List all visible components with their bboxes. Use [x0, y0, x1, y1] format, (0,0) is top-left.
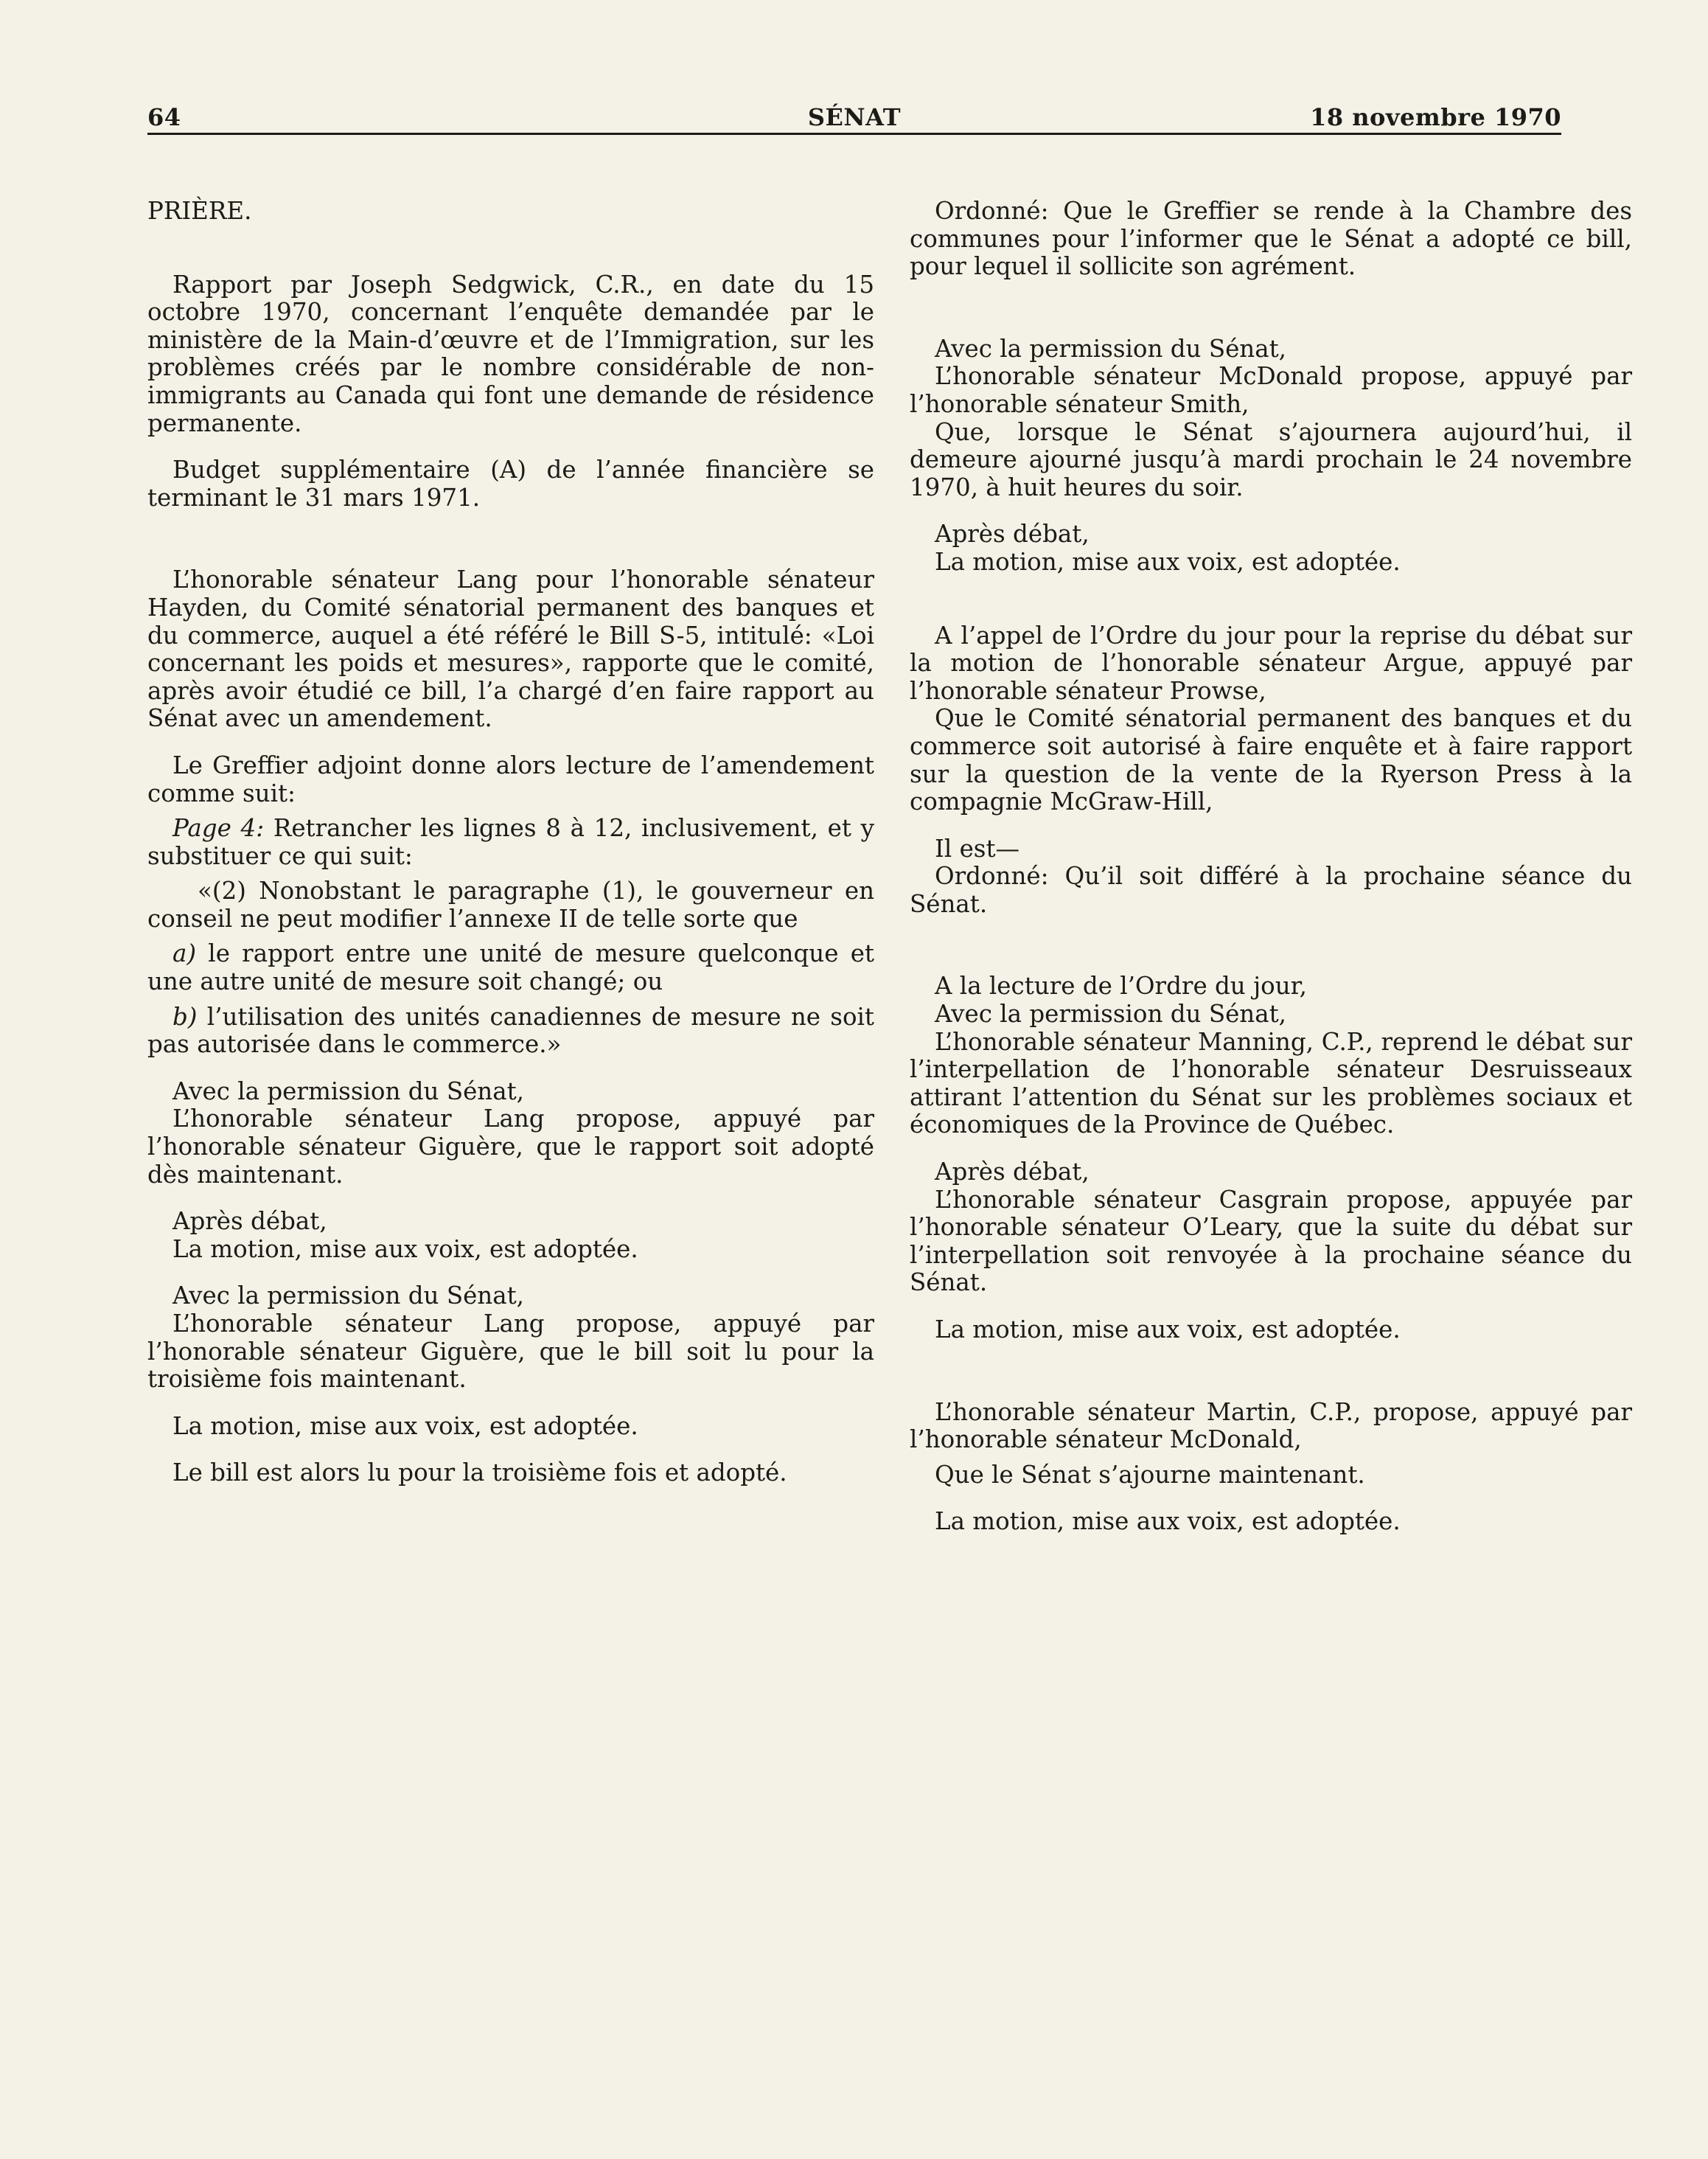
- paragraph: Après débat,: [935, 520, 1090, 549]
- paragraph: Que le Comité sénatorial permanent des banques et du commerce soit autorisé à faire enquête et à faire rapport sur la question de la vente de la Ryerson Press à la compagnie McGraw-Hill,: [910, 704, 1632, 816]
- paragraph: Le bill est alors lu pour la troisième fois et adopté.: [172, 1459, 787, 1487]
- paragraph: L’honorable sénateur Martin, C.P., propose, appuyé par l’honorable sénateur McDonald,: [910, 1397, 1632, 1454]
- paragraph: L’honorable sénateur Lang propose, appuyé par l’honorable sénateur Giguère, que le rapport soit adopté dès maintenant.: [147, 1105, 874, 1189]
- paragraph: La motion, mise aux voix, est adoptée.: [172, 1234, 638, 1263]
- item-label: b): [172, 1002, 198, 1031]
- paragraph: Ordonné: Qu’il soit différé à la prochaine séance du Sénat.: [910, 862, 1632, 918]
- paragraph-text: Retrancher les lignes 8 à 12, inclusivement, et y substituer ce qui suit:: [147, 814, 874, 870]
- paragraph: [147, 815, 874, 870]
- paragraph: Ordonné: Que le Greffier se rende à la Chambre des communes pour l’informer que le Sénat a adopté ce bill, pour lequel il sollicite son agrément.: [910, 197, 1632, 281]
- paragraph: Avec la permission du Sénat,: [935, 1000, 1287, 1029]
- paragraph: Avec la permission du Sénat,: [935, 334, 1287, 363]
- paragraph: La motion, mise aux voix, est adoptée.: [935, 547, 1401, 576]
- paragraph-text: l’utilisation des unités canadiennes de mesure ne soit pas autorisée dans le commerce.»: [147, 1002, 874, 1059]
- paragraph: A la lecture de l’Ordre du jour,: [935, 972, 1307, 1001]
- paragraph: Que le Sénat s’ajourne maintenant.: [935, 1460, 1365, 1489]
- page-title: SÉNAT: [807, 103, 902, 131]
- quoted-paragraph: [147, 940, 874, 995]
- quoted-paragraph: [147, 1004, 874, 1059]
- paragraph: L’honorable sénateur McDonald propose, appuyé par l’honorable sénateur Smith,: [910, 362, 1632, 418]
- quoted-paragraph: «(2) Nonobstant le paragraphe (1), le gouverneur en conseil ne peut modifier l’annexe II de telle sorte que: [147, 877, 874, 933]
- page-date: 18 novembre 1970: [1310, 103, 1561, 131]
- paragraph: Le Greffier adjoint donne alors lecture de l’amendement comme suit:: [147, 751, 874, 807]
- paragraph: Il est—: [935, 834, 1020, 863]
- paragraph: Que, lorsque le Sénat s’ajournera aujourd’hui, il demeure ajourné jusqu’à mardi prochain le 24 novembre 1970, à huit heures du soir.: [910, 417, 1632, 501]
- paragraph: La motion, mise aux voix, est adoptée.: [935, 1507, 1401, 1536]
- paragraph: Budget supplémentaire (A) de l’année financière se terminant le 31 mars 1971.: [147, 456, 874, 512]
- header-rule: [147, 133, 1561, 135]
- paragraph: Rapport par Joseph Sedgwick, C.R., en date du 15 octobre 1970, concernant l’enquête demandée par le ministère de la Main-d’œuvre et de l’Immigration, sur les problèmes créés par le nombre considérable de non-immigrants au Canada qui font une demande de résidence permanente.: [147, 270, 874, 437]
- paragraph: Avec la permission du Sénat,: [172, 1282, 525, 1310]
- priere-heading: PRIÈRE.: [147, 197, 252, 225]
- paragraph: Avec la permission du Sénat,: [172, 1077, 525, 1105]
- paragraph: La motion, mise aux voix, est adoptée.: [172, 1411, 638, 1440]
- left-column: [147, 183, 874, 1487]
- page-header: [147, 103, 1561, 136]
- right-column: [910, 183, 1632, 1536]
- paragraph: L’honorable sénateur Casgrain propose, appuyée par l’honorable sénateur O’Leary, que la suite du débat sur l’interpellation soit renvoyée à la prochaine séance du Sénat.: [910, 1185, 1632, 1297]
- item-label: a): [172, 939, 197, 968]
- page-number: 64: [147, 103, 181, 131]
- paragraph: L’honorable sénateur Lang propose, appuyé par l’honorable sénateur Giguère, que le bill soit lu pour la troisième fois maintenant.: [147, 1310, 874, 1394]
- paragraph: L’honorable sénateur Manning, C.P., reprend le débat sur l’interpellation de l’honorable sénateur Desruisseaux attirant l’attention du Sénat sur les problèmes sociaux et économiques de la Province de Québec.: [910, 1027, 1632, 1139]
- paragraph: Après débat,: [935, 1158, 1090, 1186]
- paragraph: A l’appel de l’Ordre du jour pour la reprise du débat sur la motion de l’honorable sénateur Argue, appuyé par l’honorable sénateur Prowse,: [910, 621, 1632, 705]
- paragraph-text: le rapport entre une unité de mesure quelconque et une autre unité de mesure soit changé; ou: [147, 939, 874, 996]
- page-reference: Page 4:: [172, 814, 265, 843]
- paragraph: Après débat,: [172, 1207, 327, 1236]
- paragraph: La motion, mise aux voix, est adoptée.: [935, 1315, 1401, 1343]
- paragraph: L’honorable sénateur Lang pour l’honorable sénateur Hayden, du Comité sénatorial permanent des banques et du commerce, auquel a été référé le Bill S-5, intitulé: «Loi concernant les poids et mesures», rapporte que le comité, après avoir étudié ce bill, l’a chargé d’en faire rapport au Sénat avec un amendement.: [147, 566, 874, 733]
